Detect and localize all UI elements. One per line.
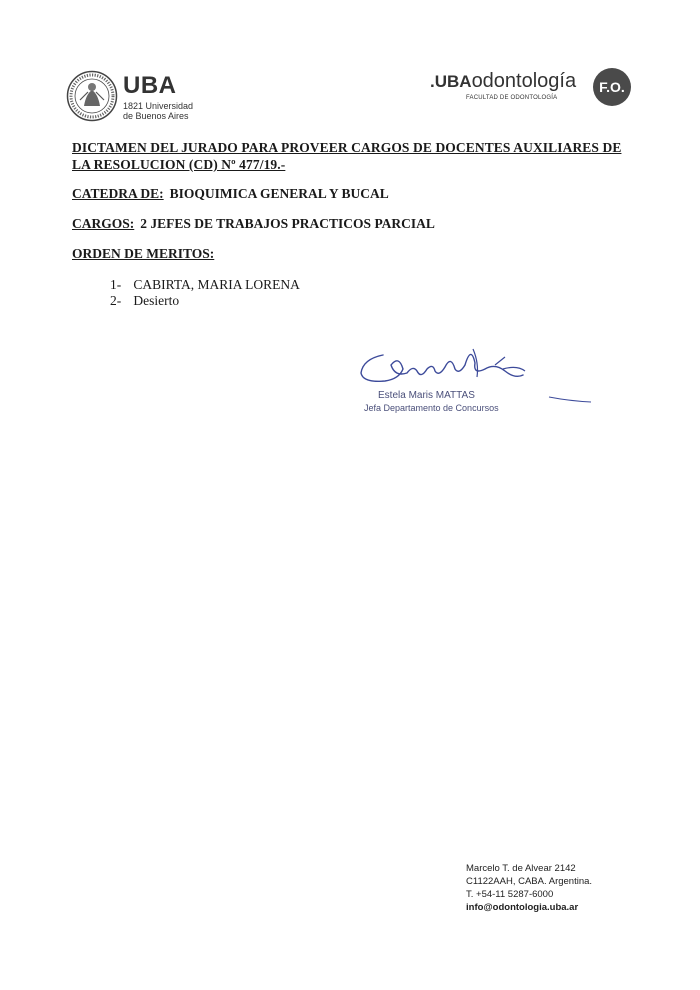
merit-number: 2-: [110, 293, 122, 308]
merit-name: Desierto: [133, 293, 180, 308]
signatory-name: Estela Maris MATTAS: [378, 390, 475, 401]
email-link[interactable]: info@odontologia.uba.ar: [466, 902, 579, 913]
faculty-logo-prefix: .UBA: [430, 72, 472, 91]
cargos-label: CARGOS:: [72, 216, 135, 231]
uba-subtitle-line1: 1821 Universidad: [123, 101, 194, 111]
signatory-role: Jefa Departamento de Concursos: [364, 403, 499, 413]
faculty-logo-text: [430, 70, 576, 93]
faculty-badge: F.O.: [593, 68, 631, 106]
cargos-field: [72, 216, 435, 232]
catedra-value: BIOQUIMICA GENERAL Y BUCAL: [169, 186, 389, 201]
catedra-label: CATEDRA DE:: [72, 186, 164, 201]
faculty-subtitle: FACULTAD DE ODONTOLOGÍA: [466, 95, 558, 101]
phone: T. +54-11 5287-6000: [466, 889, 554, 900]
footer-contact: [466, 862, 592, 914]
uba-subtitle: [123, 101, 193, 121]
cargos-value: 2 JEFES DE TRABAJOS PRACTICOS PARCIAL: [140, 216, 435, 231]
university-seal-icon: [66, 70, 118, 122]
orden-de-meritos-label: ORDEN DE MERITOS:: [72, 246, 215, 261]
catedra-field: [72, 186, 389, 202]
merit-name: CABIRTA, MARIA LORENA: [133, 277, 300, 292]
list-item: [110, 277, 300, 293]
faculty-logo-name: odontología: [471, 70, 577, 92]
merit-number: 1-: [110, 277, 122, 292]
uba-subtitle-line2: de Buenos Aires: [123, 111, 189, 121]
list-item: [110, 293, 300, 309]
document-title: DICTAMEN DEL JURADO PARA PROVEER CARGOS DE DOCENTES AUXILIARES DE LA RESOLUCION (CD) Nº 477/19.-: [72, 140, 622, 172]
uba-logo-text: UBA: [123, 72, 177, 99]
faculty-logo: [430, 70, 640, 110]
uba-logo: [66, 70, 196, 130]
address-line2: C1122AAH, CABA. Argentina.: [466, 876, 593, 887]
merit-list: [110, 277, 300, 309]
address-line1: Marcelo T. de Alvear 2142: [466, 863, 576, 874]
